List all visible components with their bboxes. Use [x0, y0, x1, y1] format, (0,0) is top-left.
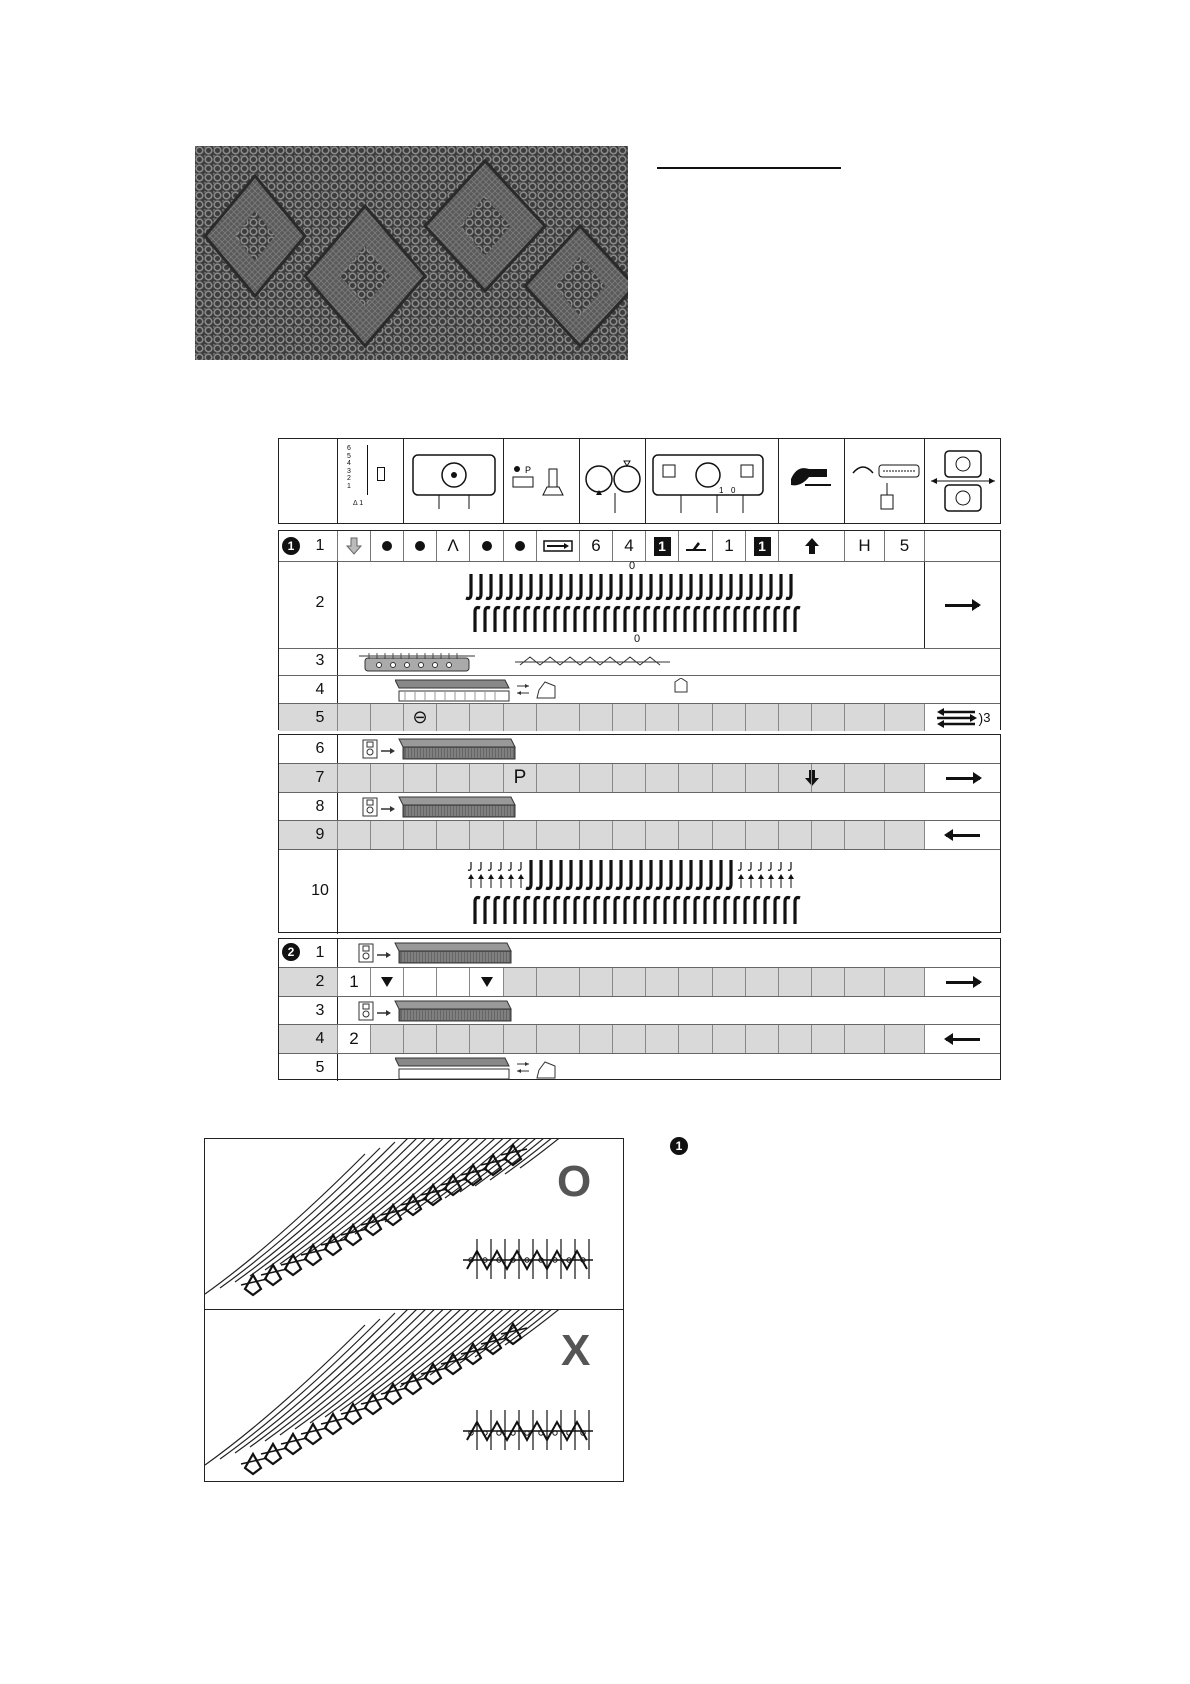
arrow-down-outline-icon [337, 531, 370, 561]
hand-push-icon [787, 459, 837, 504]
minus-circle-symbol: ⊖ [403, 704, 436, 731]
row-number: 7 [315, 769, 325, 786]
svg-text:0: 0 [731, 486, 736, 495]
table1-row-3 [279, 648, 1000, 675]
svg-text:P: P [525, 465, 532, 475]
setting-cell: 6 [579, 531, 612, 561]
row-number: 5 [315, 709, 325, 726]
lace-carriage-icon [361, 795, 521, 819]
row-number: 6 [315, 740, 325, 757]
lead-cell: 2 [337, 1025, 370, 1053]
correct-example [205, 1139, 623, 1310]
row-number: 3 [315, 652, 325, 669]
setting-cell: 5 [884, 531, 924, 561]
incorrect-mark: X [561, 1326, 591, 1375]
part-button-symbol: P [503, 764, 536, 792]
table2-row-9 [279, 820, 1000, 849]
row-number: 4 [315, 1030, 325, 1047]
note-marker: 1 [670, 1137, 688, 1155]
table2-row-8 [279, 792, 1000, 820]
comb-weight-icon [849, 455, 921, 522]
knit-swatch-photo [195, 146, 628, 360]
table2-row-10 [279, 849, 1000, 934]
dot-icon [503, 531, 536, 561]
settings-header-panel [278, 438, 1001, 524]
carriage-dial-icon [411, 453, 497, 516]
table3-row-5 [279, 1053, 1000, 1081]
section-1b-table [278, 734, 1001, 933]
stitch-scale-icon: 6 5 4 3 2 1 Δ 1 [343, 445, 399, 515]
svg-text:1: 1 [719, 486, 724, 495]
section-2-table [278, 938, 1001, 1080]
correct-mark: O [557, 1157, 592, 1206]
row-number: 10 [311, 882, 329, 899]
knitter-lever-icon [678, 531, 712, 561]
part-lever-icon [509, 461, 575, 516]
section-1-table [278, 530, 1001, 730]
lead-cell: 1 [337, 968, 370, 996]
dot-icon [370, 531, 403, 561]
setting-cell: 1 [712, 531, 745, 561]
cast-on-comb-icon [355, 651, 755, 675]
row-number: 9 [315, 826, 325, 843]
row-number: 4 [315, 681, 325, 698]
table1-row-2 [279, 561, 1000, 648]
arrow-right-icon [946, 777, 980, 780]
tension-dials-icon [583, 457, 643, 520]
table3-row-2 [279, 967, 1000, 996]
row2-marker-bottom: 0 [634, 633, 641, 645]
triangle-down-icon [469, 968, 503, 996]
title-underline [657, 167, 841, 169]
row2-marker-top: 0 [629, 560, 636, 572]
row-number: 1 [315, 537, 325, 554]
dot-icon [469, 531, 503, 561]
triangle-down-icon [370, 968, 403, 996]
section-2-marker: 2 [282, 943, 300, 961]
carriage-direction-icon [929, 447, 997, 524]
row-number: 5 [315, 1059, 325, 1076]
needle-diagram-row2 [465, 572, 805, 634]
row-number: 2 [315, 973, 325, 990]
table1-row-5 [279, 703, 1000, 731]
slide-lever-icon [536, 531, 579, 561]
arrow-right-icon [946, 981, 980, 984]
arrow-left-icon [946, 834, 980, 837]
table1-row-4 [279, 675, 1000, 703]
arrow-right-icon [945, 604, 979, 607]
needle-diagram-row10 [465, 858, 805, 928]
table2-row-6 [279, 735, 1000, 763]
lace-carriage-icon [361, 737, 521, 761]
ribber-dial-icon [651, 453, 773, 520]
section-1-marker: 1 [282, 537, 300, 555]
table1-row-1 [279, 531, 1000, 561]
back-forth-arrows-icon [935, 708, 979, 728]
row-count-cell: ) 3 [924, 704, 1000, 731]
table3-row-4 [279, 1024, 1000, 1053]
setting-cell: 1 [645, 531, 678, 561]
row-number: 1 [315, 944, 325, 961]
incorrect-example [205, 1310, 623, 1482]
setting-cell: Λ [436, 531, 469, 561]
setting-cell: 1 [745, 531, 778, 561]
dot-icon [403, 531, 436, 561]
lace-carriage-icon [357, 941, 517, 965]
table3-row-3 [279, 996, 1000, 1024]
needlebed-transfer-icon [395, 678, 715, 704]
setting-cell: H [844, 531, 884, 561]
row-number: 2 [315, 594, 325, 611]
row-number: 8 [315, 798, 325, 815]
arrow-left-icon [946, 1038, 980, 1041]
row-number: 3 [315, 1002, 325, 1019]
stitch-illustration-panel [204, 1138, 624, 1482]
setting-cell: 4 [612, 531, 645, 561]
table3-row-1 [279, 939, 1000, 967]
lace-carriage-icon [357, 999, 517, 1023]
arrow-up-icon [778, 531, 844, 561]
needlebed-transfer-icon [395, 1056, 595, 1082]
table2-row-7 [279, 763, 1000, 792]
